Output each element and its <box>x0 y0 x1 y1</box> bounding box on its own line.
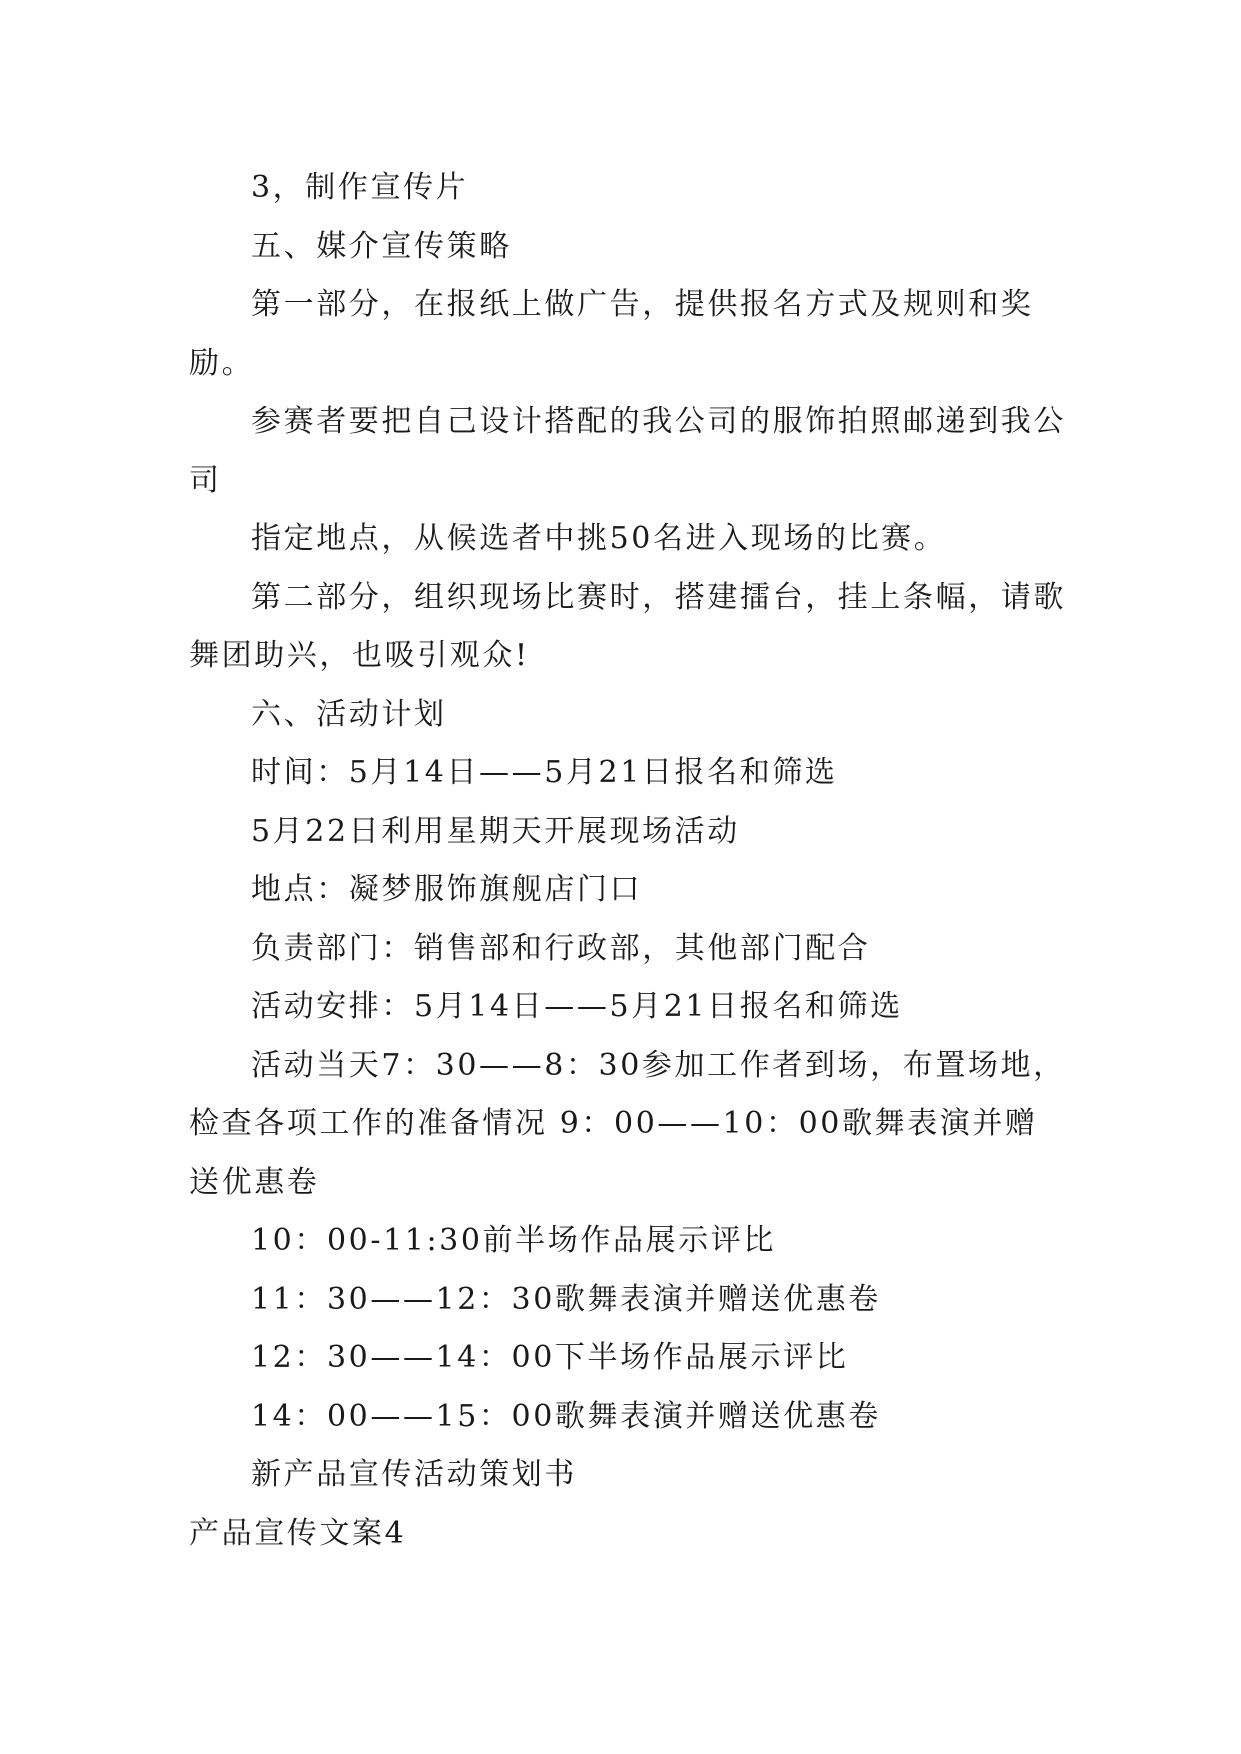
section-heading: 六、活动计划 <box>251 696 447 732</box>
paragraph: 时间：5月14日——5月21日报名和筛选 <box>251 755 838 790</box>
paragraph: 活动安排：5月14日——5月21日报名和筛选 <box>251 989 903 1024</box>
paragraph: 地点：凝梦服饰旗舰店门口 <box>251 872 643 907</box>
paragraph: 第二部分，组织现场比赛时，搭建擂台，挂上条幅，请歌舞团助兴，也吸引观众! <box>189 579 1066 673</box>
paragraph: 5月22日利用星期天开展现场活动 <box>251 813 740 849</box>
paragraph: 第一部分，在报纸上做广告，提供报名方式及规则和奖励。 <box>189 287 1034 381</box>
paragraph: 11：30——12：30歌舞表演并赠送优惠卷 <box>251 1281 881 1317</box>
document-body <box>189 159 1069 1563</box>
paragraph: 10：00-11:30前半场作品展示评比 <box>251 1223 776 1258</box>
paragraph: 参赛者要把自己设计搭配的我公司的服饰拍照邮递到我公司 <box>189 404 1066 498</box>
paragraph: 负责部门：销售部和行政部，其他部门配合 <box>251 930 871 966</box>
paragraph: 指定地点，从候选者中挑50名进入现场的比赛。 <box>251 521 947 556</box>
paragraph: 新产品宣传活动策划书 <box>251 1457 577 1492</box>
paragraph: 活动当天7：30——8：30参加工作者到场，布置场地，检查各项工作的准备情况 9：00——10：00歌舞表演并赠送优惠卷 <box>189 1047 1066 1200</box>
paragraph: 12：30——14：00下半场作品展示评比 <box>251 1340 849 1375</box>
document-footer-title: 产品宣传文案4 <box>189 1515 407 1551</box>
paragraph: 14：00——15：00歌舞表演并赠送优惠卷 <box>251 1398 881 1434</box>
paragraph: 3，制作宣传片 <box>251 170 469 205</box>
section-heading: 五、媒介宣传策略 <box>251 228 512 264</box>
